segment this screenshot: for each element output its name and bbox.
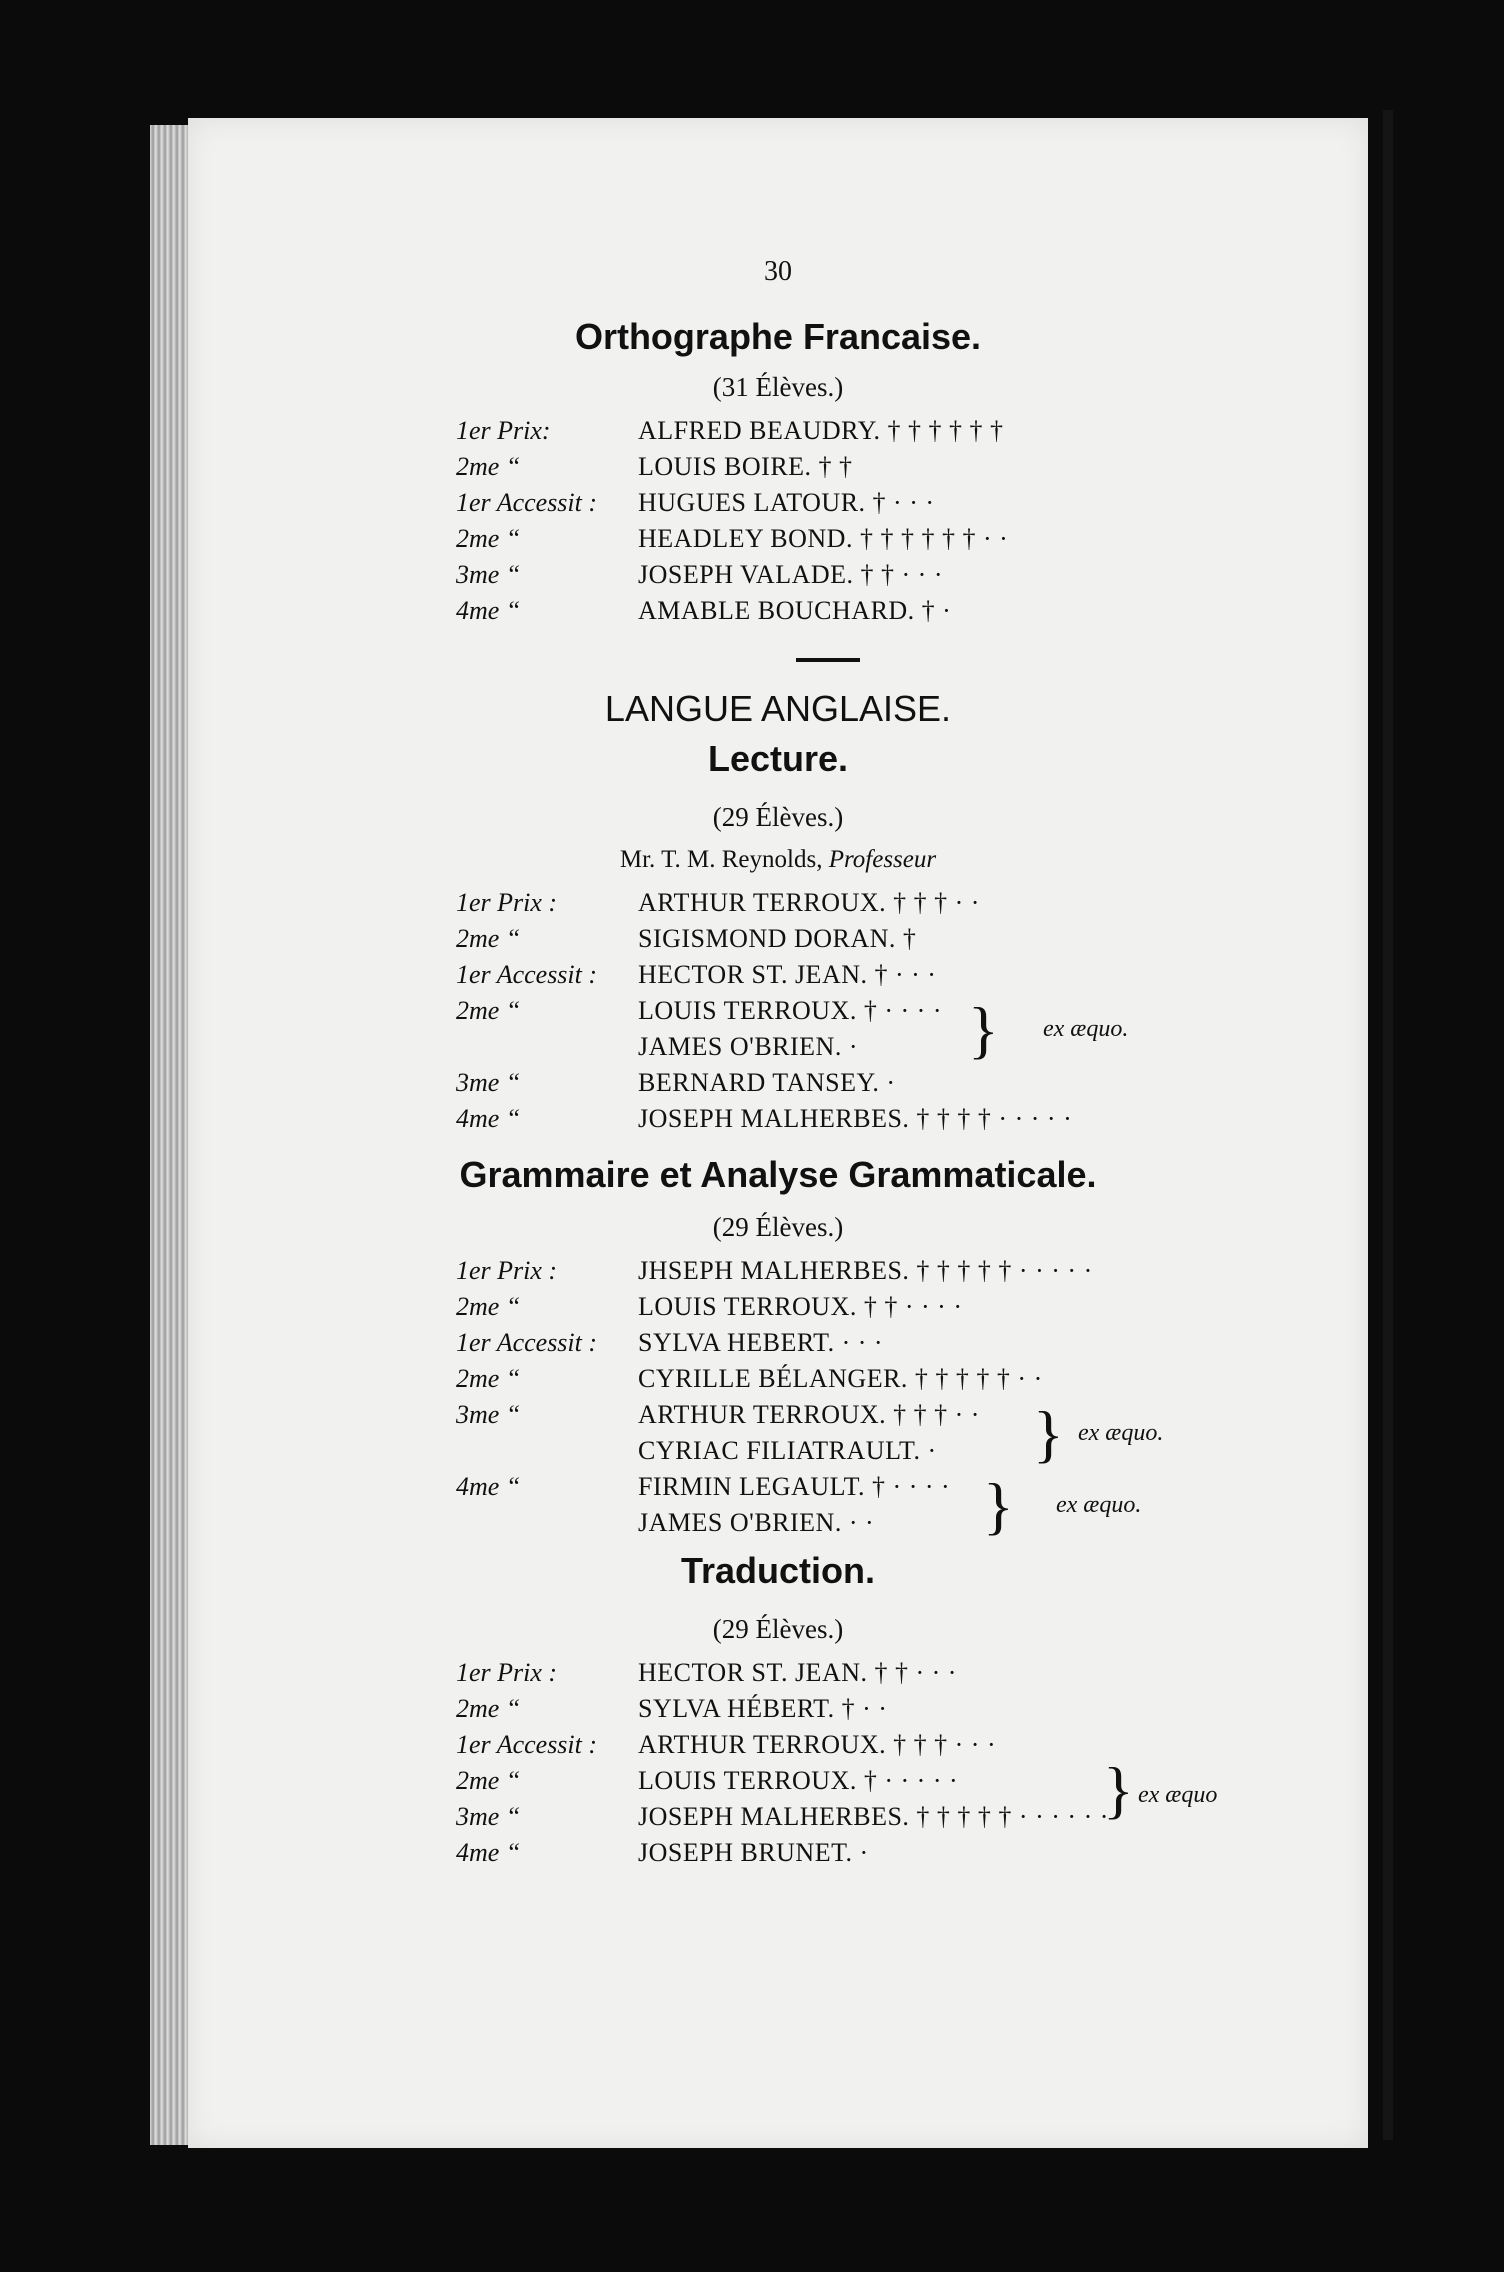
result-row bbox=[188, 524, 1368, 558]
ex-aequo-note: ex æquo bbox=[1138, 1782, 1218, 1808]
student-name: CYRIAC FILIATRAULT. · bbox=[638, 1436, 937, 1465]
student-name: ARTHUR TERROUX. † † † · · · bbox=[638, 1730, 997, 1759]
rank-label: 2me “ bbox=[456, 924, 521, 953]
student-name: AMABLE BOUCHARD. † · bbox=[638, 596, 952, 625]
student-name: LOUIS TERROUX. † · · · · bbox=[638, 996, 942, 1025]
professor-line bbox=[188, 846, 1368, 874]
rank-label: 1er Prix: bbox=[456, 416, 551, 445]
document-page bbox=[188, 118, 1368, 2148]
result-row bbox=[188, 560, 1368, 594]
page-number: 30 bbox=[764, 256, 792, 287]
student-name: ARTHUR TERROUX. † † † · · bbox=[638, 1400, 980, 1429]
rank-label: 2me “ bbox=[456, 996, 521, 1025]
result-row bbox=[188, 1694, 1368, 1728]
result-row bbox=[188, 1400, 1368, 1434]
section-count-orthographe: (31 Élèves.) bbox=[712, 372, 844, 402]
student-name: LOUIS TERROUX. † · · · · · bbox=[638, 1766, 959, 1795]
rank-label: 4me “ bbox=[456, 1838, 521, 1867]
student-name: HECTOR ST. JEAN. † · · · bbox=[638, 960, 937, 989]
ex-aequo-note: ex æquo. bbox=[1056, 1492, 1142, 1518]
rank-label: 3me “ bbox=[456, 1068, 521, 1097]
result-row bbox=[188, 452, 1368, 486]
rank-label: 1er Accessit : bbox=[456, 1328, 598, 1357]
student-name: JAMES O'BRIEN. · bbox=[638, 1032, 858, 1061]
section-count-traduction: (29 Élèves.) bbox=[712, 1614, 844, 1644]
student-name: HEADLEY BOND. † † † † † † · · bbox=[638, 524, 1009, 553]
rank-label: 4me “ bbox=[456, 1472, 521, 1501]
result-row bbox=[188, 488, 1368, 522]
tie-brace: } bbox=[968, 994, 999, 1065]
student-name: ARTHUR TERROUX. † † † · · bbox=[638, 888, 980, 917]
ex-aequo-note: ex æquo. bbox=[1078, 1420, 1164, 1446]
result-row bbox=[188, 1292, 1368, 1326]
result-row bbox=[188, 924, 1368, 958]
result-row bbox=[188, 1256, 1368, 1290]
tie-brace: } bbox=[983, 1470, 1014, 1541]
result-row bbox=[188, 1472, 1368, 1506]
rank-label: 2me “ bbox=[456, 452, 521, 481]
result-row bbox=[188, 596, 1368, 630]
result-row bbox=[188, 960, 1368, 994]
result-row bbox=[188, 888, 1368, 922]
section-divider-rule bbox=[796, 658, 860, 662]
rank-label: 3me “ bbox=[456, 1400, 521, 1429]
rank-label: 1er Accessit : bbox=[456, 960, 598, 989]
student-name: BERNARD TANSEY. · bbox=[638, 1068, 896, 1097]
rank-label: 4me “ bbox=[456, 596, 521, 625]
rank-label: 2me “ bbox=[456, 1364, 521, 1393]
rank-label: 1er Prix : bbox=[456, 1658, 558, 1687]
rank-label: 2me “ bbox=[456, 524, 521, 553]
result-row bbox=[188, 1508, 1368, 1542]
student-name: JOSEPH MALHERBES. † † † † † · · · · · · bbox=[638, 1802, 1109, 1831]
student-name: HECTOR ST. JEAN. † † · · · bbox=[638, 1658, 957, 1687]
student-name: JAMES O'BRIEN. · · bbox=[638, 1508, 875, 1537]
section-title-lecture: Lecture. bbox=[707, 738, 849, 779]
student-name: JOSEPH BRUNET. · bbox=[638, 1838, 869, 1867]
student-name: CYRILLE BÉLANGER. † † † † † · · bbox=[638, 1364, 1043, 1393]
rank-label: 3me “ bbox=[456, 1802, 521, 1831]
student-name: JHSEPH MALHERBES. † † † † † · · · · · bbox=[638, 1256, 1093, 1285]
rank-label: 4me “ bbox=[456, 1104, 521, 1133]
rank-label: 2me “ bbox=[456, 1292, 521, 1321]
student-name: FIRMIN LEGAULT. † · · · · bbox=[638, 1472, 951, 1501]
student-name: HUGUES LATOUR. † · · · bbox=[638, 488, 935, 517]
result-row bbox=[188, 1032, 1368, 1066]
section-count-lecture: (29 Élèves.) bbox=[712, 802, 844, 832]
section-title-langue-anglaise: LANGUE ANGLAISE. bbox=[604, 688, 952, 729]
result-row bbox=[188, 1364, 1368, 1398]
result-row bbox=[188, 1104, 1368, 1138]
student-name: SYLVA HEBERT. · · · bbox=[638, 1328, 884, 1357]
binding-shadow bbox=[1383, 110, 1393, 2140]
result-row bbox=[188, 1328, 1368, 1362]
tie-brace: } bbox=[1033, 1398, 1064, 1469]
student-name: ALFRED BEAUDRY. † † † † † † bbox=[638, 416, 1004, 445]
result-row bbox=[188, 1658, 1368, 1692]
result-row bbox=[188, 1436, 1368, 1470]
section-count-grammaire: (29 Élèves.) bbox=[712, 1212, 844, 1242]
result-row bbox=[188, 416, 1368, 450]
student-name: LOUIS BOIRE. † † bbox=[638, 452, 853, 481]
result-row bbox=[188, 1838, 1368, 1872]
rank-label: 3me “ bbox=[456, 560, 521, 589]
section-title-orthographe: Orthographe Francaise. bbox=[574, 316, 982, 357]
rank-label: 1er Accessit : bbox=[456, 488, 598, 517]
tie-brace: } bbox=[1103, 1754, 1134, 1825]
section-title-grammaire: Grammaire et Analyse Grammaticale. bbox=[459, 1154, 1097, 1195]
student-name: SIGISMOND DORAN. † bbox=[638, 924, 917, 953]
result-row bbox=[188, 996, 1368, 1030]
section-title-traduction: Traduction. bbox=[680, 1550, 875, 1591]
rank-label: 2me “ bbox=[456, 1766, 521, 1795]
ex-aequo-note: ex æquo. bbox=[1043, 1016, 1129, 1042]
result-row bbox=[188, 1068, 1368, 1102]
student-name: SYLVA HÉBERT. † · · bbox=[638, 1694, 888, 1723]
student-name: JOSEPH VALADE. † † · · · bbox=[638, 560, 943, 589]
rank-label: 1er Accessit : bbox=[456, 1730, 598, 1759]
student-name: JOSEPH MALHERBES. † † † † · · · · · bbox=[638, 1104, 1073, 1133]
rank-label: 2me “ bbox=[456, 1694, 521, 1723]
professor-title: Professeur bbox=[828, 846, 937, 873]
rank-label: 1er Prix : bbox=[456, 1256, 558, 1285]
result-row bbox=[188, 1730, 1368, 1764]
rank-label: 1er Prix : bbox=[456, 888, 558, 917]
professor-name: Mr. T. M. Reynolds, bbox=[619, 846, 823, 873]
student-name: LOUIS TERROUX. † † · · · · bbox=[638, 1292, 963, 1321]
